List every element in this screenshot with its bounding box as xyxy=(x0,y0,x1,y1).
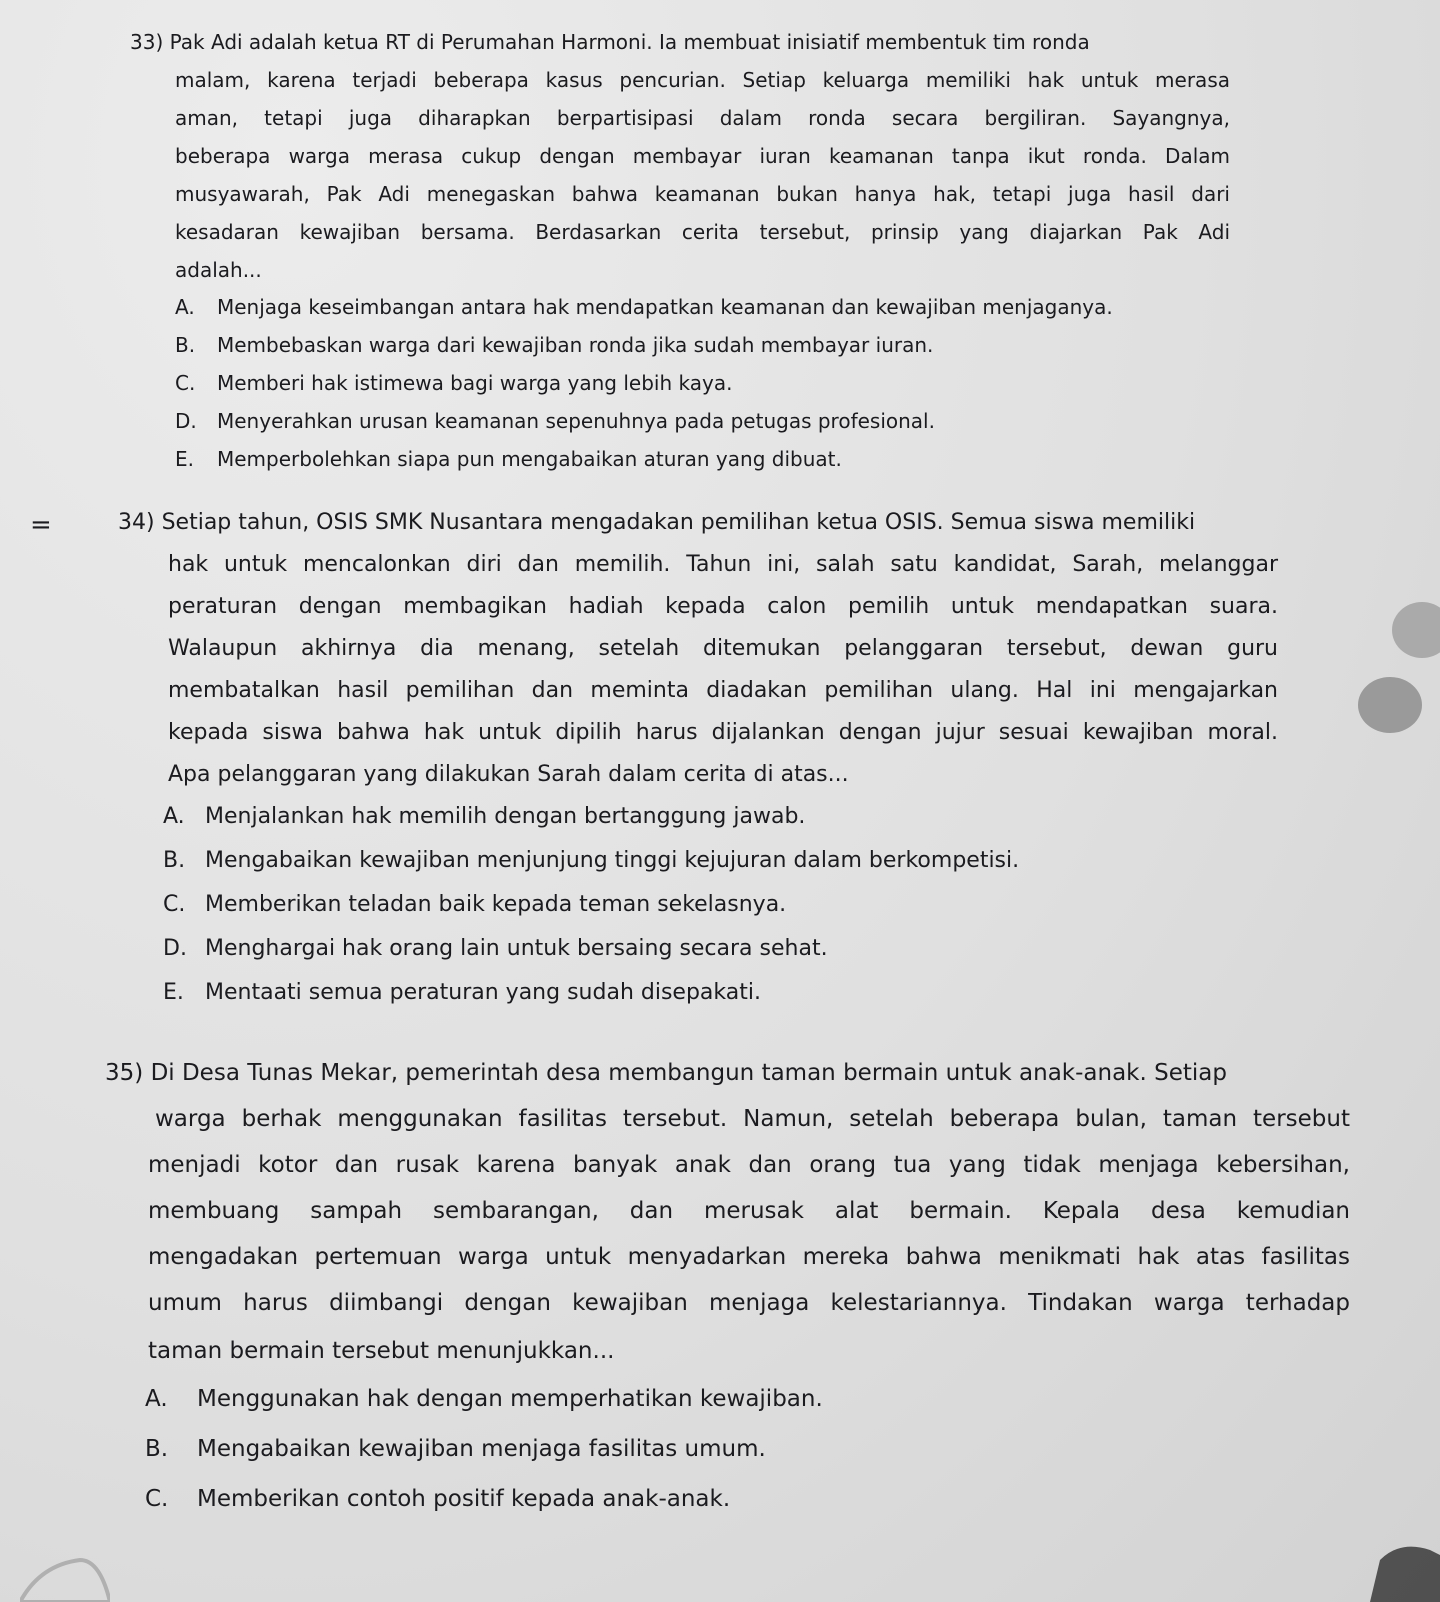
answer-option-d[interactable] xyxy=(163,936,828,961)
answer-option-c[interactable] xyxy=(175,371,732,395)
option-text: Memberikan teladan baik kepada teman sekelasnya. xyxy=(205,892,787,917)
option-text: Menggunakan hak dengan memperhatikan kewajiban. xyxy=(197,1386,823,1412)
stem-line: hak untuk mencalonkan diri dan memilih. Tahun ini, salah satu kandidat, Sarah, melanggar xyxy=(168,552,1278,577)
option-text: Menjalankan hak memilih dengan bertanggung jawab. xyxy=(205,804,806,829)
stem-line: membuang sampah sembarangan, dan merusak alat bermain. Kepala desa kemudian xyxy=(148,1198,1350,1224)
scan-shadow-decoration xyxy=(20,1555,110,1602)
stem-line: beberapa warga merasa cukup dengan membayar iuran keamanan tanpa ikut ronda. Dalam xyxy=(175,144,1230,168)
option-letter: A. xyxy=(145,1386,168,1412)
question-number-label: 34) xyxy=(118,510,155,535)
answer-option-b[interactable] xyxy=(145,1436,766,1462)
scan-shadow-decoration xyxy=(1340,590,1440,740)
answer-option-e[interactable] xyxy=(175,447,842,471)
option-text: Memperbolehkan siapa pun mengabaikan aturan yang dibuat. xyxy=(217,447,842,471)
answer-option-d[interactable] xyxy=(175,409,935,433)
answer-option-a[interactable] xyxy=(163,804,805,829)
option-text: Memberikan contoh positif kepada anak-anak. xyxy=(197,1486,731,1512)
question-number xyxy=(118,510,1288,535)
scan-shadow-decoration xyxy=(1370,1540,1440,1602)
option-text: Menjaga keseimbangan antara hak mendapatkan keamanan dan kewajiban menjaganya. xyxy=(217,295,1113,319)
option-letter: D. xyxy=(163,936,187,961)
stem-line: taman bermain tersebut menunjukkan... xyxy=(148,1338,615,1364)
stem-line: Di Desa Tunas Mekar, pemerintah desa membangun taman bermain untuk anak-anak. Setiap xyxy=(150,1060,1227,1086)
margin-mark: = xyxy=(30,510,52,540)
stem-line: Apa pelanggaran yang dilakukan Sarah dalam cerita di atas... xyxy=(168,762,849,787)
stem-line: peraturan dengan membagikan hadiah kepada calon pemilih untuk mendapatkan suara. xyxy=(168,594,1278,619)
option-letter: B. xyxy=(175,333,196,357)
answer-option-a[interactable] xyxy=(145,1386,823,1412)
option-text: Mentaati semua peraturan yang sudah disepakati. xyxy=(205,980,761,1005)
option-letter: C. xyxy=(163,892,186,917)
answer-option-c[interactable] xyxy=(145,1486,730,1512)
stem-line: Walaupun akhirnya dia menang, setelah ditemukan pelanggaran tersebut, dewan guru xyxy=(168,636,1278,661)
option-text: Menghargai hak orang lain untuk bersaing secara sehat. xyxy=(205,936,828,961)
answer-option-a[interactable] xyxy=(175,295,1113,319)
option-text: Mengabaikan kewajiban menjunjung tinggi kejujuran dalam berkompetisi. xyxy=(205,848,1020,873)
stem-line: kesadaran kewajiban bersama. Berdasarkan cerita tersebut, prinsip yang diajarkan Pak Adi xyxy=(175,220,1230,244)
question-number xyxy=(130,30,1220,54)
stem-line: menjadi kotor dan rusak karena banyak anak dan orang tua yang tidak menjaga kebersihan, xyxy=(148,1152,1350,1178)
question-number-label: 35) xyxy=(105,1060,144,1086)
stem-line: adalah... xyxy=(175,258,262,282)
stem-line: membatalkan hasil pemilihan dan meminta diadakan pemilihan ulang. Hal ini mengajarkan xyxy=(168,678,1278,703)
option-letter: E. xyxy=(175,447,194,471)
option-letter: A. xyxy=(163,804,185,829)
answer-option-b[interactable] xyxy=(163,848,1019,873)
answer-option-b[interactable] xyxy=(175,333,933,357)
stem-line: Pak Adi adalah ketua RT di Perumahan Harmoni. Ia membuat inisiatif membentuk tim ronda xyxy=(169,30,1090,54)
option-text: Membebaskan warga dari kewajiban ronda jika sudah membayar iuran. xyxy=(217,333,934,357)
stem-line: aman, tetapi juga diharapkan berpartisipasi dalam ronda secara bergiliran. Sayangnya, xyxy=(175,106,1230,130)
option-letter: B. xyxy=(145,1436,169,1462)
option-letter: B. xyxy=(163,848,186,873)
question-number-label: 33) xyxy=(130,30,164,54)
question-number xyxy=(105,1060,1350,1086)
option-letter: E. xyxy=(163,980,184,1005)
stem-line: malam, karena terjadi beberapa kasus pencurian. Setiap keluarga memiliki hak untuk merasa xyxy=(175,68,1230,92)
answer-option-e[interactable] xyxy=(163,980,761,1005)
stem-line: Setiap tahun, OSIS SMK Nusantara mengadakan pemilihan ketua OSIS. Semua siswa memiliki xyxy=(161,510,1196,535)
stem-line: warga berhak menggunakan fasilitas tersebut. Namun, setelah beberapa bulan, taman tersebut xyxy=(155,1106,1350,1132)
stem-line: umum harus diimbangi dengan kewajiban menjaga kelestariannya. Tindakan warga terhadap xyxy=(148,1290,1350,1316)
stem-line: kepada siswa bahwa hak untuk dipilih harus dijalankan dengan jujur sesuai kewajiban moral. xyxy=(168,720,1278,745)
answer-option-c[interactable] xyxy=(163,892,786,917)
option-letter: A. xyxy=(175,295,195,319)
option-text: Mengabaikan kewajiban menjaga fasilitas umum. xyxy=(197,1436,766,1462)
option-text: Memberi hak istimewa bagi warga yang lebih kaya. xyxy=(217,371,733,395)
option-letter: C. xyxy=(145,1486,169,1512)
option-letter: D. xyxy=(175,409,197,433)
stem-line: mengadakan pertemuan warga untuk menyadarkan mereka bahwa menikmati hak atas fasilitas xyxy=(148,1244,1350,1270)
option-text: Menyerahkan urusan keamanan sepenuhnya pada petugas profesional. xyxy=(217,409,935,433)
stem-line: musyawarah, Pak Adi menegaskan bahwa keamanan bukan hanya hak, tetapi juga hasil dari xyxy=(175,182,1230,206)
option-letter: C. xyxy=(175,371,196,395)
